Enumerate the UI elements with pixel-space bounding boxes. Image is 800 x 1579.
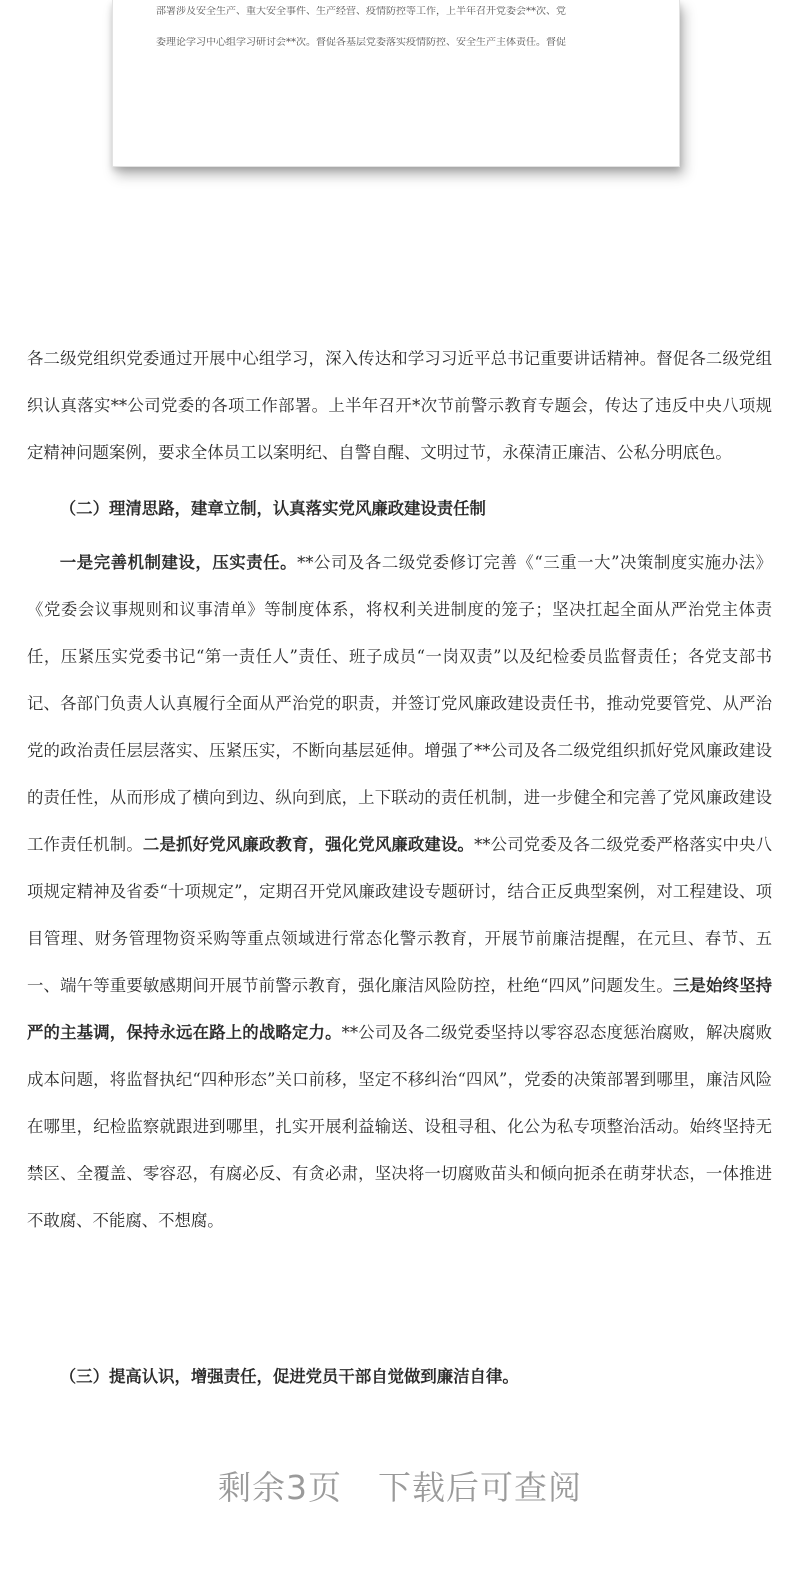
paragraph-text: **公司及各二级党委坚持以零容忍态度惩治腐败，解决腐败成本问题，将监督执纪“四种形态”关口前移，坚定不移纠治“四风”，党委的决策部署到哪里，廉洁风险在哪里，纪检监察就跟进到哪里，扎实开展利益输送、设租寻租、化公为私专项整治活动。始终坚持无禁区、全覆盖、零容忍，有腐必反、有贪必肃，坚决将一切腐败苗头和倾向扼杀在萌芽状态，一体推进不敢腐、不能腐、不想腐。	[27, 1023, 773, 1230]
bold-lead: 三是始终坚持严的主基调，保持永远在路上的战略定力。	[27, 976, 773, 1042]
download-prompt[interactable]	[0, 1463, 800, 1513]
paragraph-text: **公司及各二级党委修订完善《“三重一大”决策制度实施办法》《党委会议事规则和议事清单》等制度体系，将权利关进制度的笼子；坚决扛起全面从严治党主体责任，压紧压实党委书记“第一责任人”责任、班子成员“一岗双责”以及纪检委员监督责任；各党支部书记、各部门负责人认真履行全面从严治党的职责，并签订党风廉政建设责任书，推动党要管党、从严治党的政治责任层层落实、压紧压实，不断向基层延伸。增强了**公司及各二级党组织抓好党风廉政建设的责任性，从而形成了横向到边、纵向到底，上下联动的责任机制，进一步健全和完善了党风廉政建设工作责任机制。	[27, 553, 772, 854]
body-paragraph: 各二级党组织党委通过开展中心组学习，深入传达和学习习近平总书记重要讲话精神。督促各二级党组织认真落实**公司党委的各项工作部署。上半年召开*次节前警示教育专题会，传达了违反中央八项规定精神问题案例，要求全体员工以案明纪、自警自醒、文明过节，永葆清正廉洁、公私分明底色。	[27, 349, 772, 462]
bold-lead: 二是抓好党风廉政教育，强化党风廉政建设。	[142, 835, 475, 854]
preview-text-line: 委理论学习中心组学习研讨会**次。督促各基层党委落实疫情防控、安全生产主体责任。督促	[156, 37, 566, 48]
section-heading: （三）提高认识，增强责任，促进党员干部自觉做到廉洁自律。	[59, 1367, 519, 1386]
remaining-pages-label[interactable]: 剩余3页	[218, 1468, 342, 1507]
document-body	[27, 335, 772, 1244]
bold-lead: 一是完善机制建设，压实责任。	[59, 553, 298, 572]
body-paragraph	[27, 539, 772, 1244]
section-heading: （二）理清思路，建章立制，认真落实党风廉政建设责任制	[59, 499, 486, 518]
preview-text-line: 部署涉及安全生产、重大安全事件、生产经营、疫情防控等工作，上半年召开党委会**次、党	[156, 6, 566, 17]
document-preview-card	[112, 0, 680, 167]
paragraph-text: **公司党委及各二级党委严格落实中央八项规定精神及省委“十项规定”，定期召开党风廉政建设专题研讨，结合正反典型案例，对工程建设、项目管理、财务管理物资采购等重点领域进行常态化警示教育，开展节前廉洁提醒，在元旦、春节、五一、端午等重要敏感期间开展节前警示教育，强化廉洁风险防控，杜绝“四风”问题发生。	[27, 835, 773, 995]
download-to-view-label[interactable]: 下载后可查阅	[378, 1468, 582, 1507]
